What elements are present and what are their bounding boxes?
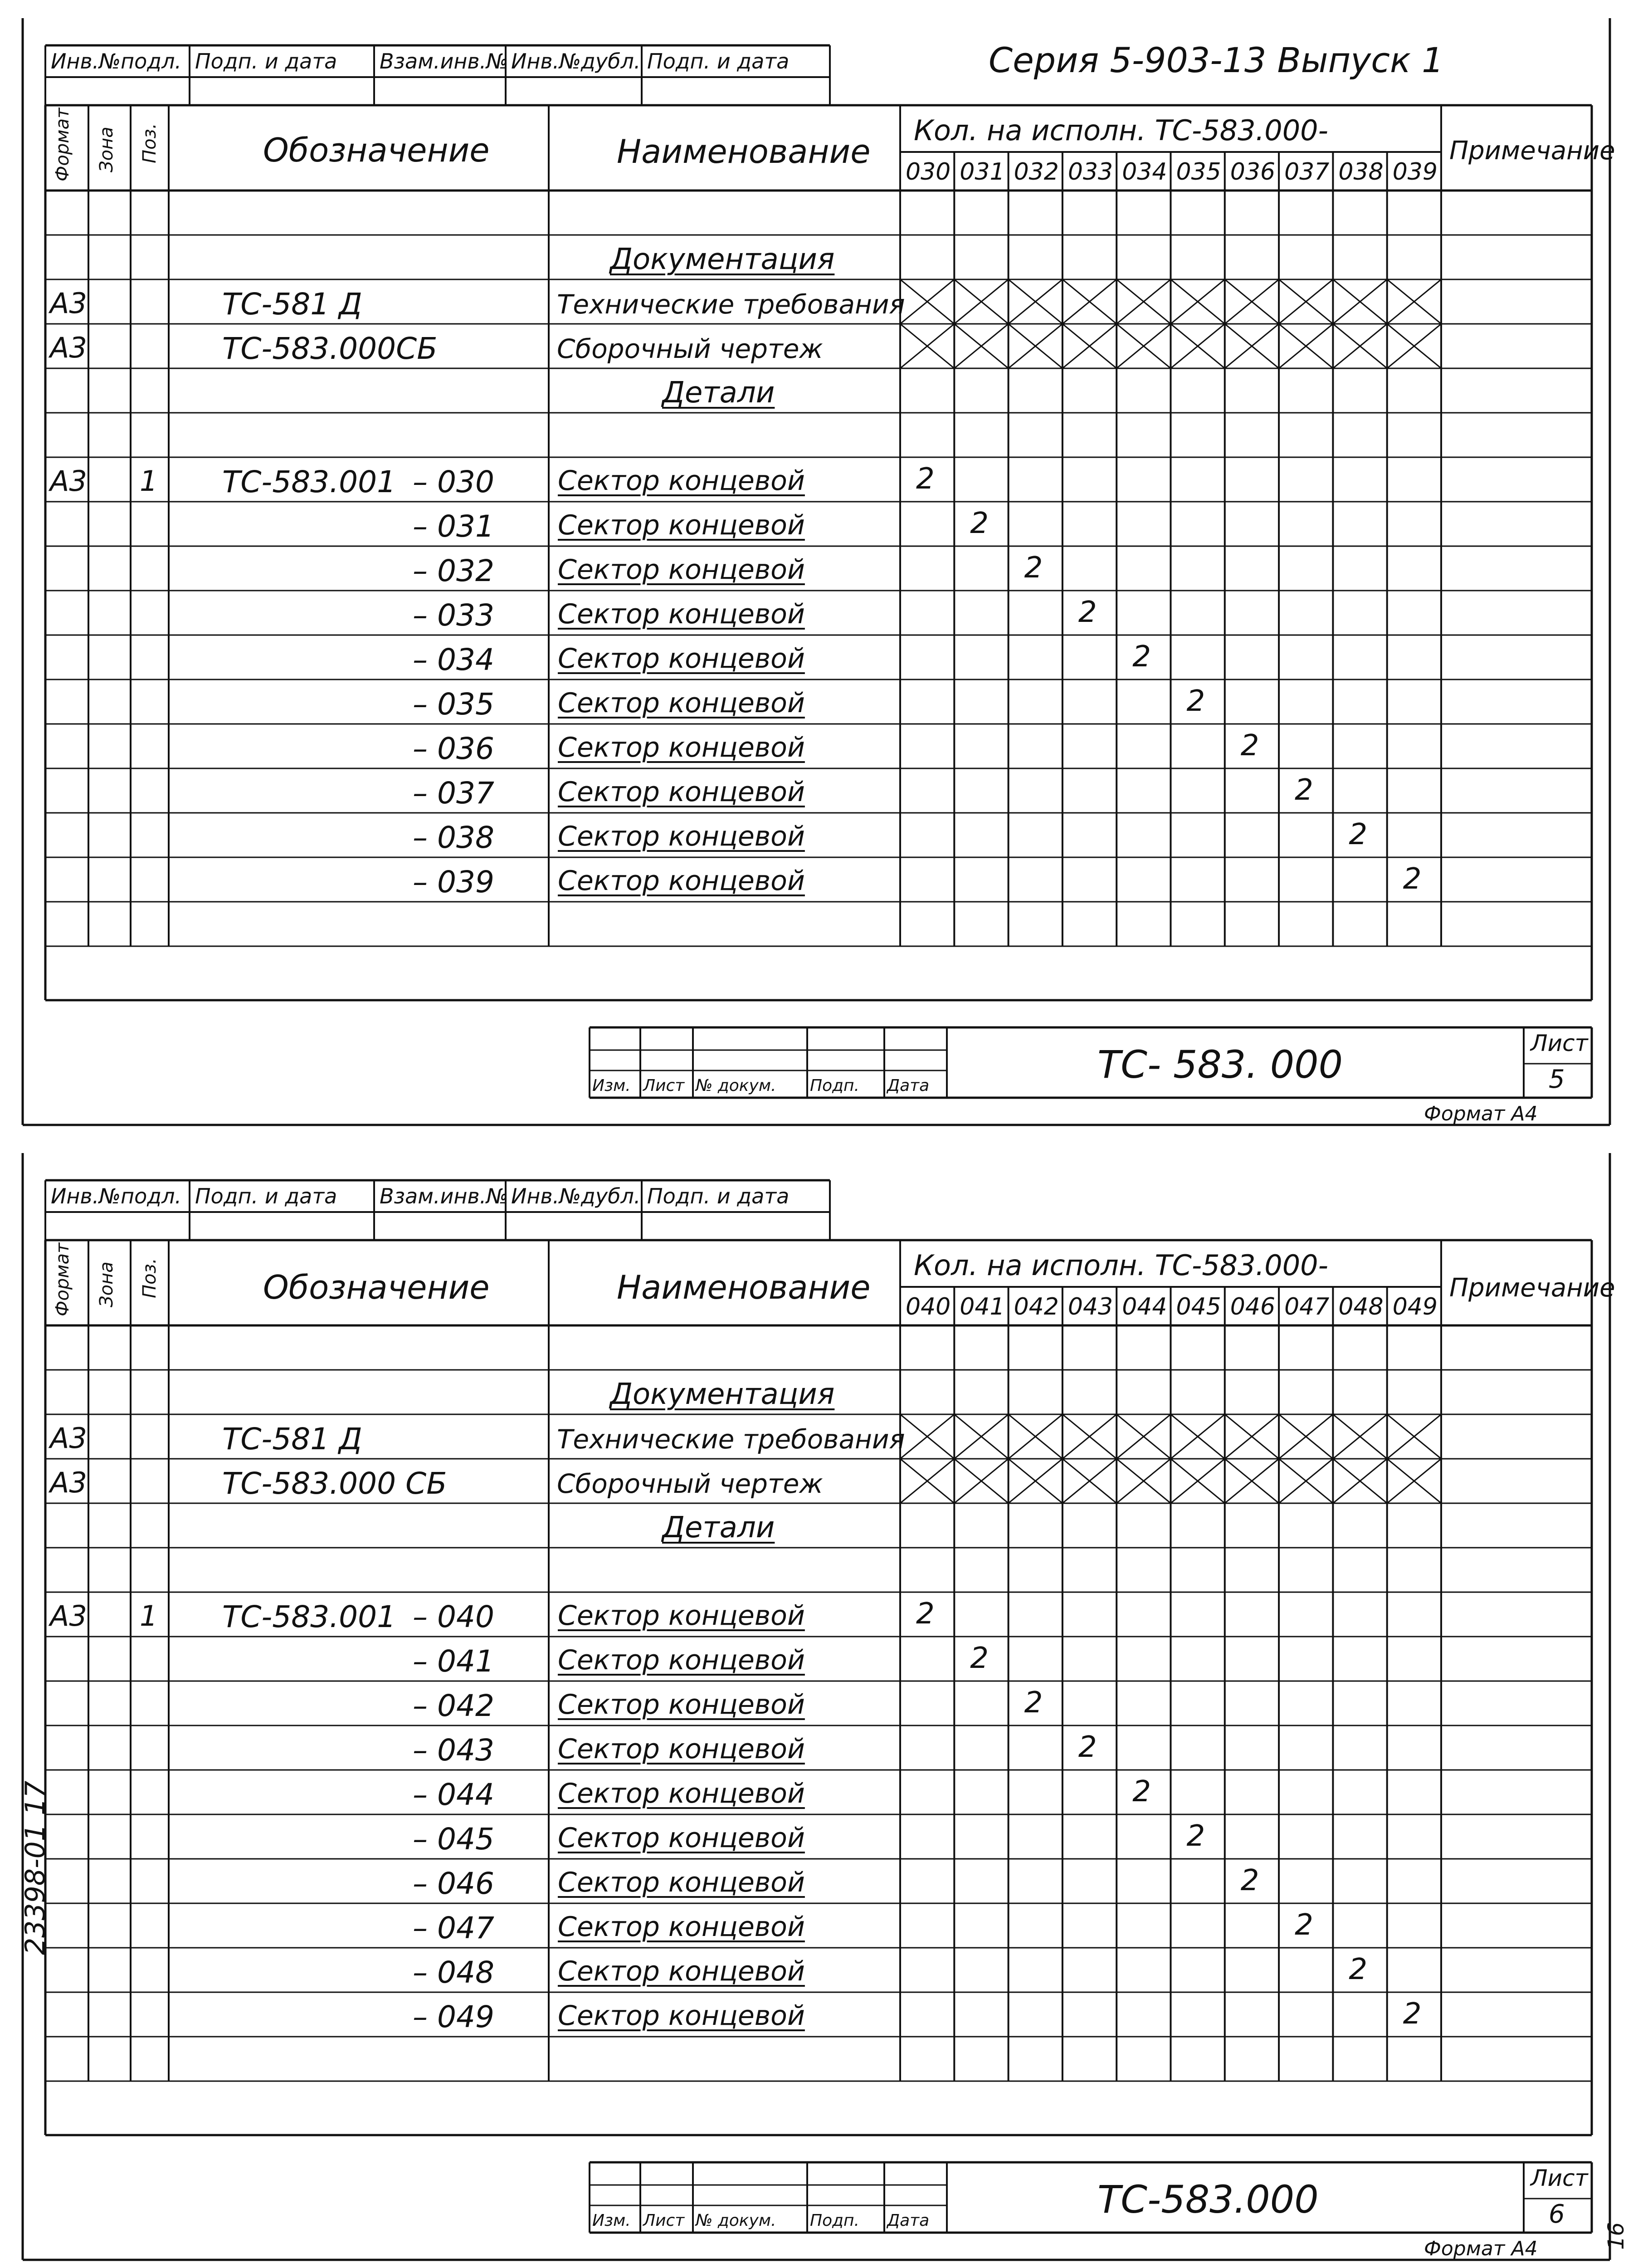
format-footer: Формат А4 <box>1424 1102 1538 1125</box>
part-name: Сектор концевой <box>558 776 805 808</box>
doc-designation: ТС-581 Д <box>222 1422 362 1457</box>
part-name: Сектор концевой <box>558 1689 805 1721</box>
titleblock-label: Изм. <box>592 2211 631 2230</box>
doc-designation: ТС-581 Д <box>222 287 362 322</box>
part-suffix: – 035 <box>413 687 494 722</box>
part-name: Сектор концевой <box>558 1644 805 1676</box>
variant-code: 047 <box>1284 1293 1330 1320</box>
part-name: Сектор концевой <box>558 1822 805 1854</box>
stamp-cell-label: Подп. и дата <box>195 49 337 73</box>
part-suffix: – 038 <box>413 820 494 855</box>
col-zone-header: Зона <box>96 1261 117 1307</box>
variant-code: 033 <box>1068 158 1113 186</box>
col-format-header: Формат <box>52 108 73 181</box>
titleblock-label: № докум. <box>696 1076 776 1095</box>
part-quantity: 2 <box>1024 551 1043 585</box>
part-quantity: 2 <box>916 462 935 496</box>
part-base-designation: ТС-583.001 <box>222 1599 396 1634</box>
part-name: Сектор концевой <box>558 643 805 675</box>
variant-code: 042 <box>1014 1293 1059 1320</box>
part-quantity: 2 <box>1403 862 1422 896</box>
variant-code: 045 <box>1176 1293 1221 1320</box>
col-name-header: Наименование <box>617 1268 871 1306</box>
part-suffix: – 039 <box>413 865 494 899</box>
col-format-header: Формат <box>52 1242 73 1316</box>
format-footer: Формат А4 <box>1424 2237 1538 2260</box>
titleblock-label: Подп. <box>810 1076 859 1095</box>
titleblock-label: Подп. <box>810 2211 859 2230</box>
part-suffix: – 036 <box>413 731 494 766</box>
doc-format: А3 <box>50 1422 87 1455</box>
doc-designation: ТС-583.000СБ <box>222 331 438 366</box>
variant-code: 035 <box>1176 158 1221 186</box>
variant-code: 030 <box>906 158 951 186</box>
part-name: Сектор концевой <box>558 732 805 763</box>
document-code: ТС-583.000 <box>1097 2177 1319 2222</box>
part-quantity: 2 <box>1349 818 1368 851</box>
titleblock-label: № докум. <box>696 2211 776 2230</box>
part-suffix: – 048 <box>413 1955 494 1990</box>
side-mark: 23398-01 17 <box>19 1780 51 1955</box>
part-format: А3 <box>50 1599 87 1633</box>
doc-format: А3 <box>50 1466 87 1499</box>
sheet-number: 6 <box>1549 2200 1565 2229</box>
part-name: Сектор концевой <box>558 1778 805 1809</box>
variant-code: 036 <box>1230 158 1276 186</box>
part-suffix: – 033 <box>413 598 494 633</box>
col-qty-header: Кол. на исполн. ТС-583.000- <box>914 1249 1328 1282</box>
part-suffix: – 046 <box>413 1866 494 1901</box>
stamp-cell-label: Подп. и дата <box>647 1184 790 1208</box>
stamp-cell-label: Инв.№подл. <box>51 1184 182 1208</box>
part-suffix: – 047 <box>413 1911 494 1945</box>
part-name: Сектор концевой <box>558 1733 805 1765</box>
variant-code: 041 <box>960 1293 1005 1320</box>
part-quantity: 2 <box>1132 1775 1151 1809</box>
col-note-header: Примечание <box>1449 1273 1615 1303</box>
variant-code: 032 <box>1014 158 1059 186</box>
part-quantity: 2 <box>1078 596 1097 629</box>
sheet-label: Лист <box>1531 1030 1588 1056</box>
part-quantity: 2 <box>1240 729 1259 763</box>
part-name: Сектор концевой <box>558 554 805 586</box>
part-format: А3 <box>50 464 87 498</box>
part-quantity: 2 <box>1240 1864 1259 1897</box>
part-suffix: – 032 <box>413 553 494 588</box>
part-name: Сектор концевой <box>558 509 805 541</box>
sheet-number: 5 <box>1549 1065 1565 1094</box>
col-pos-header: Поз. <box>139 123 160 163</box>
titleblock-label: Дата <box>887 1076 930 1095</box>
section-documentation: Документация <box>610 243 835 276</box>
col-qty-header: Кол. на исполн. ТС-583.000- <box>914 114 1328 147</box>
variant-code: 046 <box>1230 1293 1276 1320</box>
part-quantity: 2 <box>1132 640 1151 674</box>
variant-code: 038 <box>1338 158 1384 186</box>
variant-code: 031 <box>960 158 1005 186</box>
part-name: Сектор концевой <box>558 598 805 630</box>
stamp-cell-label: Взам.инв.№ <box>380 1184 508 1208</box>
part-suffix: – 044 <box>413 1777 494 1812</box>
col-designation-header: Обозначение <box>263 1268 490 1306</box>
part-suffix: – 031 <box>413 509 494 544</box>
part-quantity: 2 <box>1186 684 1205 718</box>
titleblock-label: Лист <box>643 1076 685 1095</box>
part-quantity: 2 <box>916 1597 935 1631</box>
stamp-cell-label: Подп. и дата <box>195 1184 337 1208</box>
part-quantity: 2 <box>970 1642 989 1675</box>
part-name: Сектор концевой <box>558 687 805 719</box>
col-name-header: Наименование <box>617 132 871 171</box>
part-quantity: 2 <box>1349 1953 1368 1986</box>
doc-format: А3 <box>50 331 87 364</box>
sheet-label: Лист <box>1531 2165 1588 2191</box>
part-suffix: – 045 <box>413 1822 494 1857</box>
part-suffix: – 040 <box>413 1599 494 1634</box>
variant-code: 048 <box>1338 1293 1384 1320</box>
part-suffix: – 041 <box>413 1644 494 1679</box>
titleblock-label: Дата <box>887 2211 930 2230</box>
part-name: Сектор концевой <box>558 1911 805 1943</box>
part-suffix: – 043 <box>413 1733 494 1768</box>
part-quantity: 2 <box>1186 1819 1205 1853</box>
part-name: Сектор концевой <box>558 865 805 897</box>
col-note-header: Примечание <box>1449 136 1615 166</box>
part-suffix: – 037 <box>413 776 494 811</box>
titleblock-label: Изм. <box>592 1076 631 1095</box>
part-suffix: – 049 <box>413 1999 494 2034</box>
part-suffix: – 030 <box>413 464 494 499</box>
section-parts: Детали <box>662 1511 775 1545</box>
variant-code: 049 <box>1392 1293 1438 1320</box>
stamp-cell-label: Инв.№дубл. <box>511 49 641 73</box>
document-code: ТС- 583. 000 <box>1097 1042 1343 1087</box>
variant-code: 043 <box>1068 1293 1113 1320</box>
part-quantity: 2 <box>1295 773 1313 807</box>
part-quantity: 2 <box>1078 1730 1097 1764</box>
part-quantity: 2 <box>1403 1997 1422 2031</box>
variant-code: 039 <box>1392 158 1438 186</box>
section-parts: Детали <box>662 376 775 410</box>
col-designation-header: Обозначение <box>263 131 490 169</box>
corner-mark: 16 <box>1604 2222 1629 2250</box>
part-suffix: – 042 <box>413 1688 494 1723</box>
part-name: Сектор концевой <box>558 2000 805 2032</box>
stamp-cell-label: Инв.№подл. <box>51 49 182 73</box>
doc-designation: ТС-583.000 СБ <box>222 1466 447 1501</box>
stamp-cell-label: Инв.№дубл. <box>511 1184 641 1208</box>
part-name: Сектор концевой <box>558 821 805 852</box>
part-quantity: 2 <box>1024 1686 1043 1720</box>
stamp-cell-label: Подп. и дата <box>647 49 790 73</box>
part-name: Сектор концевой <box>558 1600 805 1632</box>
part-quantity: 2 <box>970 507 989 540</box>
variant-code: 034 <box>1122 158 1167 186</box>
part-position: 1 <box>140 464 158 498</box>
doc-name: Сборочный чертеж <box>557 1468 823 1499</box>
variant-code: 044 <box>1122 1293 1167 1320</box>
part-position: 1 <box>140 1599 158 1633</box>
titleblock-label: Лист <box>643 2211 685 2230</box>
doc-format: А3 <box>50 287 87 320</box>
part-suffix: – 034 <box>413 642 494 677</box>
series-label: Серия 5-903-13 Выпуск 1 <box>989 40 1444 80</box>
part-base-designation: ТС-583.001 <box>222 464 396 499</box>
spec-sheet-2 <box>0 1135 1633 2268</box>
variant-code: 040 <box>906 1293 951 1320</box>
doc-name: Технические требования <box>557 289 905 320</box>
doc-name: Технические требования <box>557 1424 905 1455</box>
part-quantity: 2 <box>1295 1908 1313 1942</box>
section-documentation: Документация <box>610 1378 835 1411</box>
stamp-cell-label: Взам.инв.№ <box>380 49 508 73</box>
col-zone-header: Зона <box>96 127 117 172</box>
part-name: Сектор концевой <box>558 1955 805 1987</box>
variant-code: 037 <box>1284 158 1330 186</box>
part-name: Сектор концевой <box>558 465 805 497</box>
part-name: Сектор концевой <box>558 1867 805 1898</box>
doc-name: Сборочный чертеж <box>557 333 823 364</box>
col-pos-header: Поз. <box>139 1258 160 1298</box>
